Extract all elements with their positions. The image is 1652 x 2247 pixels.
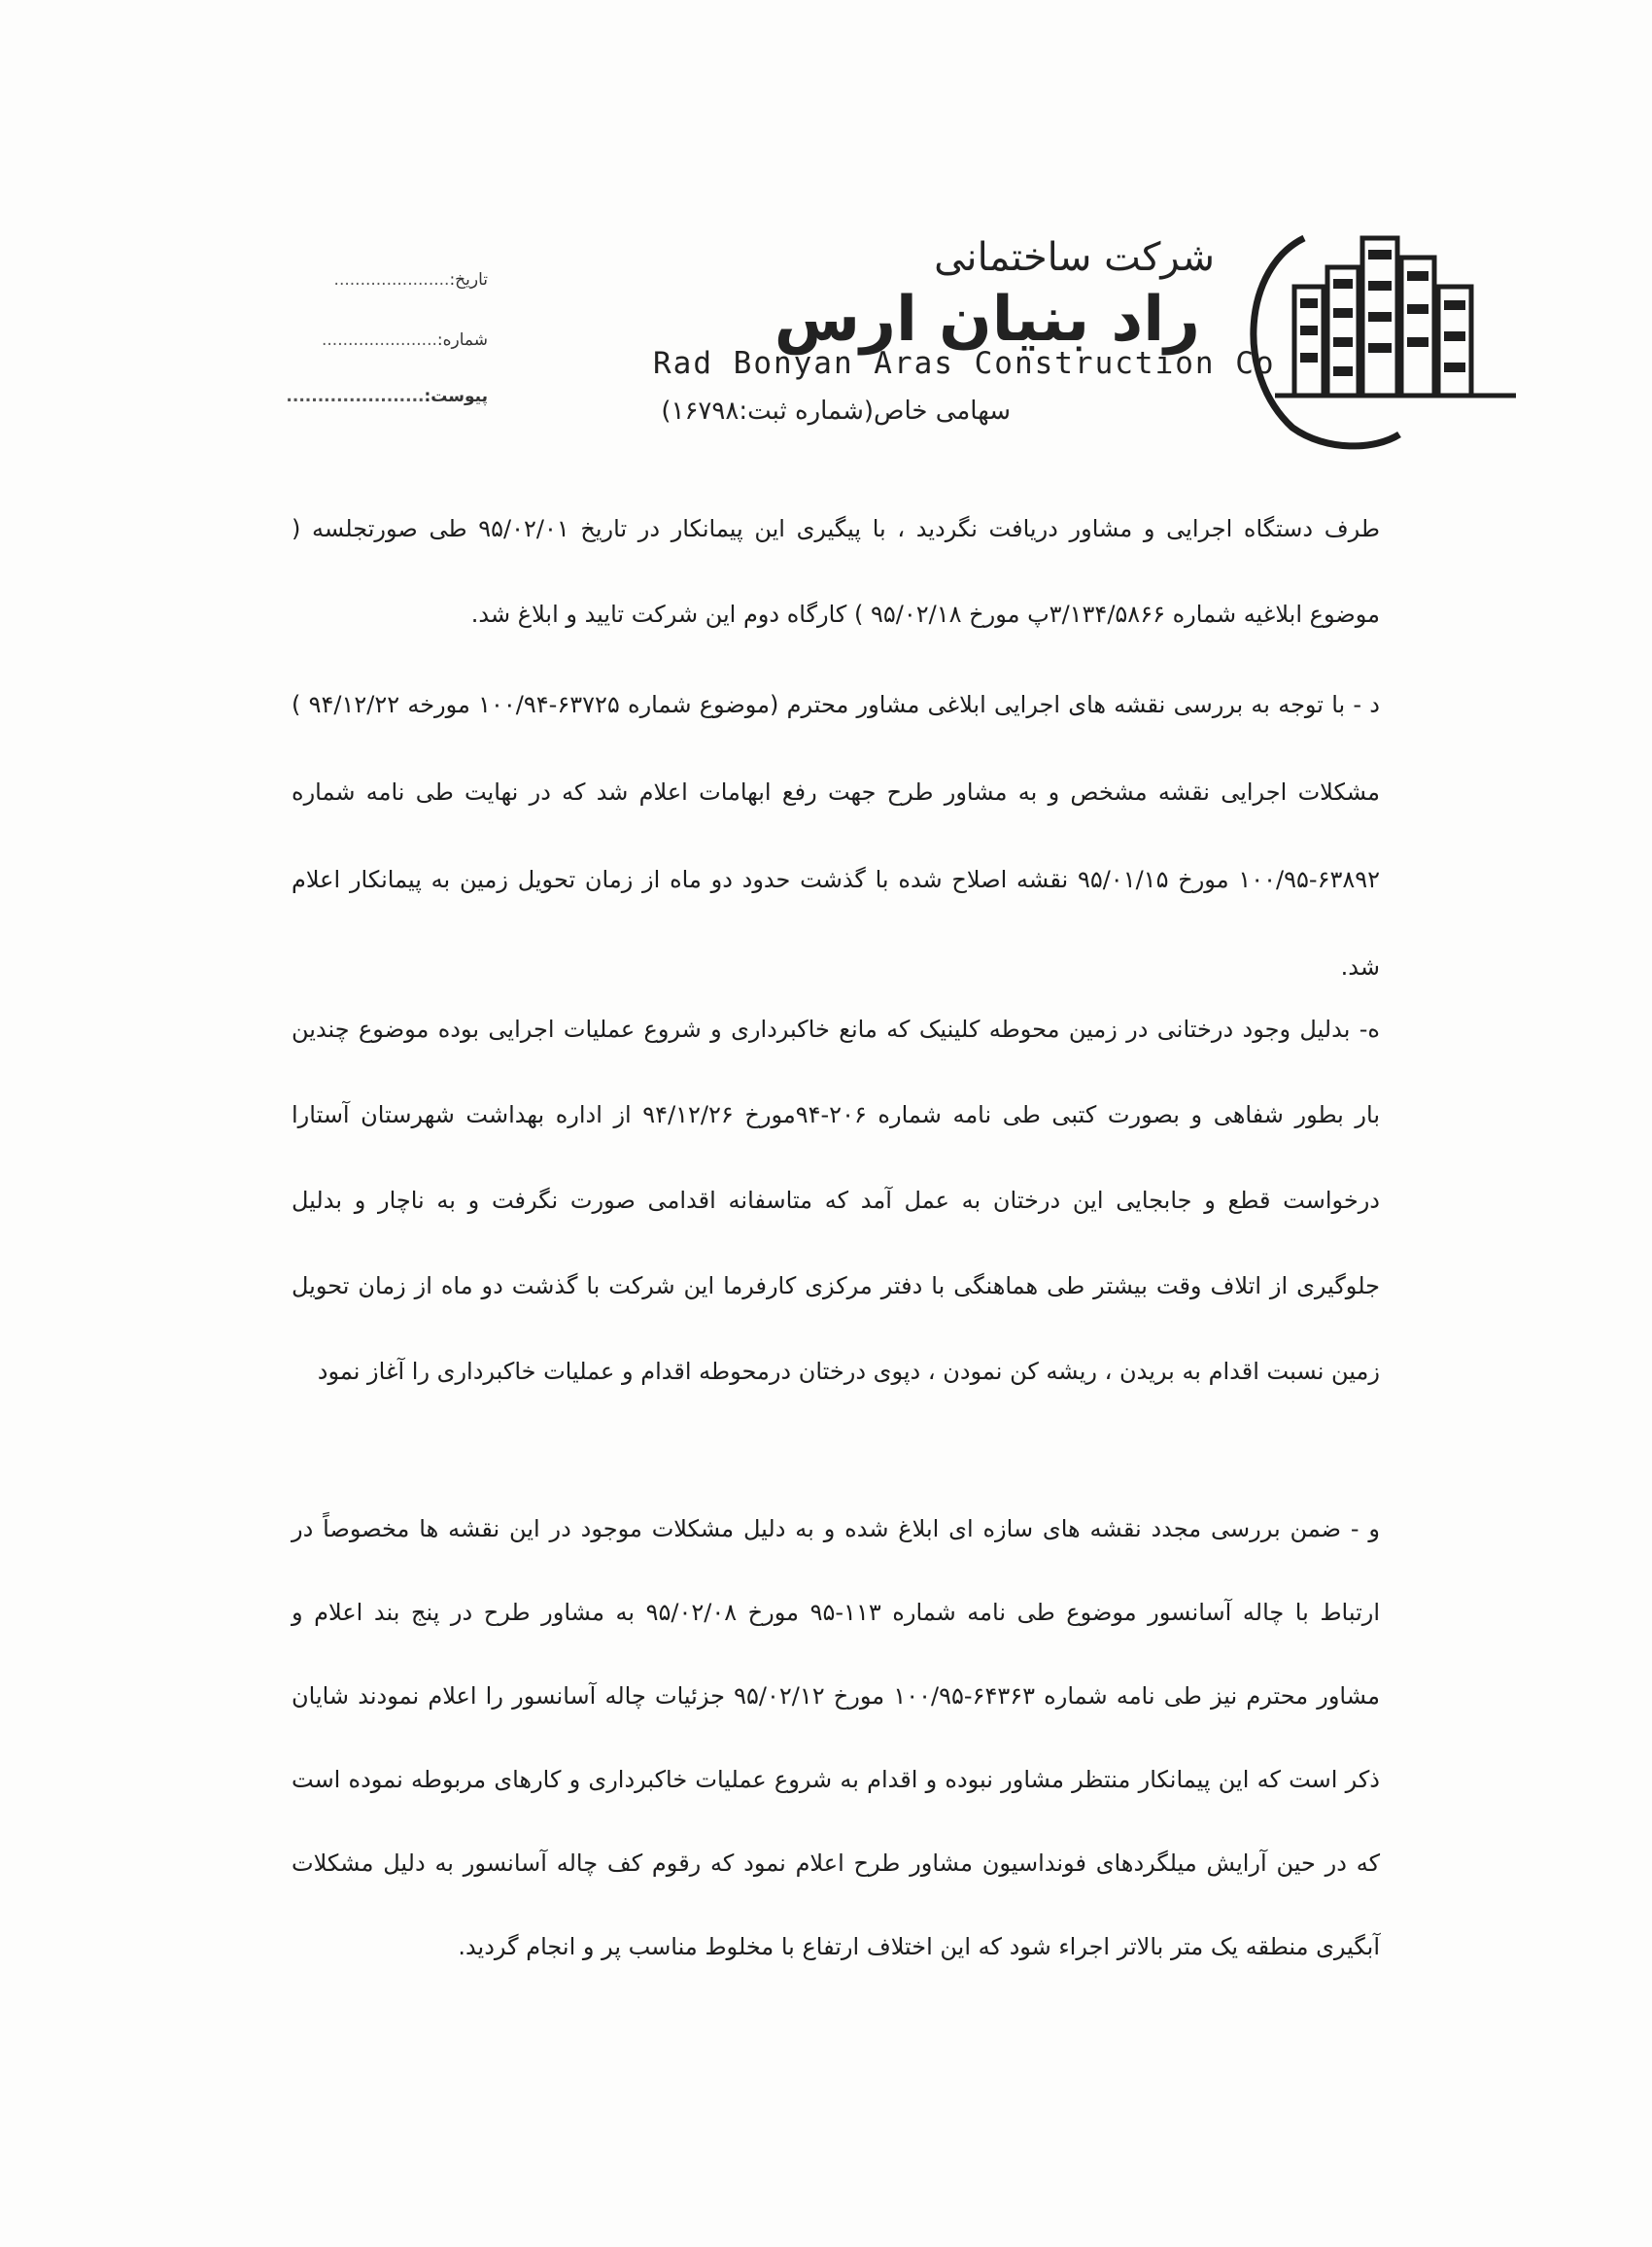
paragraph-d <box>292 661 1380 1011</box>
company-registration: سهامی خاص(شماره ثبت:۱۶۷۹۸) <box>661 397 1011 426</box>
paragraph-text: د - با توجه به بررسی نقشه های اجرایی ابلاغی مشاور محترم (موضوع شماره ۶۳۷۲۵-۱۰۰/۹۴ مورخه ۹۴/۱۲/۲۲ ) مشکلات اجرایی نقشه مشخص و به مشاور طرح جهت رفع ابهامات اعلام شد که در نهایت طی نامه شماره ۶۳۸۹۲-۱۰۰/۹۵ مورخ ۹۵/۰۱/۱۵ نقشه اصلاح شده با گذشت حدود دو ماه از زمان تحویل زمین به پیمانکار اعلام شد. <box>292 691 1381 981</box>
number-field <box>264 330 488 350</box>
number-dots: ...................... <box>322 330 437 350</box>
number-label: شماره: <box>436 330 488 350</box>
date-field <box>264 270 488 290</box>
company-name-fa: راد بنیان ارس <box>774 284 1200 356</box>
paragraph-text: طرف دستگاه اجرایی و مشاور دریافت نگردید ، با پیگیری این پیمانکار در تاریخ ۹۵/۰۲/۰۱ طی صورتجلسه ( موضوع ابلاغیه شماره ۳/۱۳۴/۵۸۶۶پ مورخ ۹۵/۰۲/۱۸ ) کارگاه دوم این شرکت تایید و ابلاغ شد. <box>292 515 1380 628</box>
paragraph-continuation <box>292 486 1380 657</box>
paragraph-v <box>292 1487 1380 1988</box>
attachment-dots: ...................... <box>286 387 425 406</box>
company-type: شرکت ساختمانی <box>934 235 1215 280</box>
attachment-label: پیوست: <box>424 387 488 406</box>
attachment-field <box>264 387 488 406</box>
paragraph-text: ه- بدلیل وجود درختانی در زمین محوطه کلینیک که مانع خاکبرداری و شروع عملیات اجرایی بوده موضوع چندین بار بطور شفاهی و بصورت کتبی طی نامه شماره ۲۰۶-۹۴مورخ ۹۴/۱۲/۲۶ از اداره بهداشت شهرستان آستارا درخواست قطع و جابجایی این درختان به عمل آمد که متاسفانه اقدامی صورت نگرفت و به ناچار و بدلیل جلوگیری از اتلاف وقت بیشتر طی هماهنگی با دفتر مرکزی کارفرما این شرکت با گذشت دو ماه از زمان تحویل زمین نسبت اقدام به بریدن ، ریشه کن نمودن ، دپوی درختان درمحوطه اقدام و عملیات خاکبرداری را آغاز نمود <box>292 1016 1380 1385</box>
company-logo-icon <box>1234 228 1526 452</box>
paragraph-text: و - ضمن بررسی مجدد نقشه های سازه ای ابلاغ شده و به دلیل مشکلات موجود در این نقشه ها مخصوصاً در ارتباط با چاله آسانسور موضوع طی نامه شماره ۱۱۳-۹۵ مورخ ۹۵/۰۲/۰۸ به مشاور طرح در پنج بند اعلام و مشاور محترم نیز طی نامه شماره ۶۴۳۶۳-۱۰۰/۹۵ مورخ ۹۵/۰۲/۱۲ جزئیات چاله آسانسور را اعلام نمودند شایان ذکر است که این پیمانکار منتظر مشاور نبوده و اقدام به شروع عملیات خاکبرداری و کارهای مربوطه نموده است که در حین آرایش میلگردهای فونداسیون مشاور طرح اعلام نمود که رقوم کف چاله آسانسور به دلیل مشکلات آبگیری منطقه یک متر بالاتر اجراء شود که این اختلاف ارتفاع با مخلوط مناسب پر و انجام گردید. <box>292 1515 1381 1960</box>
date-dots: ...................... <box>333 270 450 290</box>
company-name-en: Rad Bonyan Aras Construction Co <box>653 346 1276 381</box>
date-label: تاریخ: <box>449 270 488 290</box>
paragraph-h <box>292 986 1380 1414</box>
